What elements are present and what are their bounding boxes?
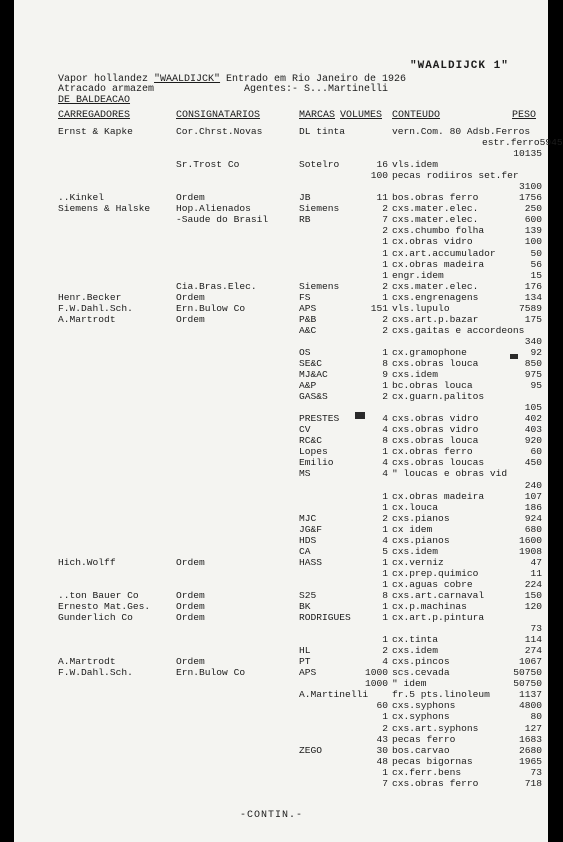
table-row [14, 568, 548, 579]
weight-cell: 92 [530, 346, 542, 358]
table-row [14, 347, 548, 358]
consignee-cell: Ern.Bulow Co [176, 302, 246, 314]
table-row [14, 778, 548, 789]
weight-cell: 134 [524, 291, 542, 303]
mark-cell: A&C [299, 324, 317, 336]
mark-cell: HDS [299, 534, 317, 546]
weight-cell: 15 [530, 269, 542, 281]
table-row [14, 325, 548, 336]
table-row [14, 513, 548, 524]
weight-cell: 80 [530, 711, 542, 723]
volume-cell: 1 [382, 556, 388, 568]
table-row [14, 502, 548, 513]
mark-cell: PT [299, 656, 311, 668]
mark-cell: DL tinta [299, 126, 346, 137]
volume-cell: 4 [382, 534, 388, 546]
volume-cell: 1 [382, 346, 388, 358]
content-cell: cx.obras vidro [392, 236, 473, 248]
weight-cell: 60 [530, 446, 542, 458]
weight-cell: 95 [530, 380, 542, 392]
volume-cell: 1 [382, 490, 388, 502]
ship-reference: "WAALDIJCK 1" [410, 60, 509, 72]
content-cell: cxs.art.p.bazar [392, 313, 479, 325]
consignee-cell: Ordem [176, 556, 205, 568]
content-cell: cxs.idem [392, 645, 439, 657]
consignor-cell: Ernst & Kapke [58, 126, 133, 137]
volume-cell: 1 [382, 612, 388, 624]
consignee-cell: -Saude do Brasil [176, 214, 269, 226]
content-cell: cx.ferr.bens [392, 766, 462, 778]
mark-cell: Sotelro [299, 159, 340, 171]
table-row [14, 358, 548, 369]
consignor-cell: Ernesto Mat.Ges. [58, 601, 151, 613]
warehouse-line [58, 84, 388, 95]
table-row [14, 524, 548, 535]
col-weight: PESO [512, 110, 537, 121]
table-row [14, 413, 548, 424]
content-cell: bc.obras louca [392, 380, 473, 392]
table-row [14, 380, 548, 391]
weight-cell: 1600 [518, 534, 542, 546]
content-cell: bos.carvao [392, 744, 450, 756]
content-cell: cx.guarn.palitos [392, 391, 485, 403]
weight-cell: 11 [530, 567, 542, 579]
table-row [14, 192, 548, 203]
weight-cell: 680 [524, 523, 542, 535]
consignee-cell: Ordem [176, 656, 205, 668]
mark-cell: Lopes [299, 446, 328, 458]
consignor-cell: Gunderlich Co [58, 612, 133, 624]
table-row [14, 612, 548, 623]
weight-cell: 450 [524, 457, 542, 469]
content-cell: cx.aguas cobre [392, 578, 473, 590]
mark-cell: Siemens [299, 203, 340, 215]
content-cell: cxs.obras loucas [392, 457, 485, 469]
volume-cell: 1 [382, 601, 388, 613]
weight-cell: 2680 [518, 744, 542, 756]
mark-cell: GAS&S [299, 391, 328, 403]
weight-cell: 240 [524, 479, 542, 491]
table-row [14, 457, 548, 468]
col-contents: CONTEUDO [392, 110, 441, 121]
weight-cell: 1908 [518, 545, 542, 557]
weight-cell: 7589 [518, 302, 542, 314]
content-cell: vls.lupulo [392, 302, 450, 314]
weight-cell: 114 [524, 634, 542, 646]
table-row [14, 137, 563, 149]
volume-cell: 1 [382, 523, 388, 535]
weight-cell: 975 [524, 369, 542, 381]
table-row [14, 259, 548, 270]
consignor-cell: Hich.Wolff [58, 556, 116, 568]
volume-cell: 4 [382, 457, 388, 469]
consignee-cell: Hop.Alienados [176, 203, 251, 215]
manifest-rows [14, 126, 563, 789]
table-row [14, 236, 548, 247]
content-cell: fr.5 pts.linoleum [392, 689, 490, 701]
content-cell: vls.idem [392, 159, 439, 171]
volume-cell: 4 [382, 468, 388, 480]
volume-cell: 2 [382, 280, 388, 292]
weight-cell: 4800 [518, 700, 542, 712]
consignor-cell: A.Martrodt [58, 313, 116, 325]
table-row [14, 214, 548, 225]
table-row [14, 281, 548, 292]
weight-cell: 1683 [518, 733, 542, 745]
table-row [14, 391, 548, 402]
volume-cell: 1000 [364, 667, 388, 679]
ship-prefix: Vapor hollandez [58, 74, 155, 85]
consignee-cell: Cor.Chrst.Novas [176, 126, 263, 137]
volume-cell: 7 [382, 777, 388, 789]
table-row [14, 734, 548, 745]
table-row [14, 656, 548, 667]
content-cell: cx.syphons [392, 711, 450, 723]
weight-cell: 100 [524, 236, 542, 248]
warehouse-text: Atracado armazem [58, 84, 155, 95]
consignee-cell: Ern.Bulow Co [176, 667, 246, 679]
table-row [14, 435, 548, 446]
content-cell: cx.verniz [392, 556, 444, 568]
weight-cell: 47 [530, 556, 542, 568]
volume-cell: 8 [382, 435, 388, 447]
mark-cell: MJ&AC [299, 369, 328, 381]
volume-cell: 48 [376, 755, 388, 767]
mark-cell: RB [299, 214, 311, 226]
content-cell: cxs.mater.elec. [392, 203, 479, 215]
arrival-text: Entrado em Rio Janeiro de 1926 [220, 74, 407, 85]
table-row [14, 579, 548, 590]
mark-cell: ZEGO [299, 744, 323, 756]
weight-cell: 3100 [518, 181, 542, 193]
content-cell: cxs.engrenagens [392, 291, 479, 303]
manifest-page [14, 0, 563, 842]
content-cell: cxs.obras louca [392, 435, 479, 447]
content-cell: engr.idem [392, 269, 444, 281]
weight-cell: 340 [524, 335, 542, 347]
table-row [14, 678, 548, 689]
mark-cell: RC&C [299, 435, 323, 447]
consignor-cell: ..ton Bauer Co [58, 589, 139, 601]
weight-cell: 402 [524, 413, 542, 425]
content-cell: cx idem [392, 523, 433, 535]
volume-cell: 2 [382, 313, 388, 325]
table-row [14, 745, 548, 756]
table-row [14, 723, 548, 734]
mark-cell: SE&C [299, 357, 323, 369]
mark-cell: MS [299, 468, 311, 480]
mark-cell: HASS [299, 556, 323, 568]
consignee-cell: Ordem [176, 291, 205, 303]
table-row [14, 546, 548, 557]
consignor-cell: Henr.Becker [58, 291, 122, 303]
weight-cell: 50 [530, 247, 542, 259]
volume-cell: 43 [376, 733, 388, 745]
weight-cell: 186 [524, 501, 542, 513]
mark-cell: CA [299, 545, 311, 557]
table-row [14, 535, 548, 546]
content-cell: cx.obras madeira [392, 490, 485, 502]
weight-cell: 920 [524, 435, 542, 447]
content-cell: cx.p.machinas [392, 601, 467, 613]
content-cell: cxs.obras vidro [392, 424, 479, 436]
content-cell: cxs.obras louca [392, 357, 479, 369]
volume-cell: 151 [370, 302, 388, 314]
consignor-cell: Siemens & Halske [58, 203, 151, 215]
weight-cell: 175 [524, 313, 542, 325]
volume-cell: 2 [382, 203, 388, 215]
content-cell: cxs.chumbo folha [392, 225, 485, 237]
table-row [14, 557, 548, 568]
col-marks: MARCAS [299, 110, 336, 121]
mark-cell: PRESTES [299, 413, 340, 425]
table-row [14, 270, 548, 281]
table-row [14, 468, 548, 479]
weight-cell: 56 [530, 258, 542, 270]
weight-cell: 718 [524, 777, 542, 789]
table-row [14, 689, 548, 700]
volume-cell: 4 [382, 413, 388, 425]
mark-cell: MJC [299, 512, 317, 524]
content-cell: cx.tinta [392, 634, 439, 646]
content-cell: scs.cevada [392, 667, 450, 679]
mark-cell: A&P [299, 380, 317, 392]
weight-cell: 73 [530, 623, 542, 635]
volume-cell: 1 [382, 236, 388, 248]
content-cell: cxs.art.syphons [392, 722, 479, 734]
table-row [14, 336, 548, 347]
volume-cell: 1000 [364, 678, 388, 690]
weight-cell: 250 [524, 203, 542, 215]
table-row [14, 634, 548, 645]
weight-cell: 120 [524, 601, 542, 613]
table-row [14, 170, 548, 181]
weight-cell: 50750 [513, 678, 542, 690]
content-cell: cxs.idem [392, 545, 439, 557]
content-cell: " idem [392, 678, 427, 690]
weight-cell: 10135 [513, 148, 542, 160]
consignee-cell: Ordem [176, 192, 205, 204]
col-volumes: VOLUMES [340, 110, 383, 121]
volume-cell: 2 [382, 225, 388, 237]
weight-cell: 600 [524, 214, 542, 226]
mark-cell: JG&F [299, 523, 323, 535]
consignor-cell: A.Martrodt [58, 656, 116, 668]
table-row [14, 601, 548, 612]
weight-cell: 73 [530, 766, 542, 778]
volume-cell: 1 [382, 567, 388, 579]
mark-cell: CV [299, 424, 311, 436]
weight-cell: 274 [524, 645, 542, 657]
content-cell: " loucas e obras vid [392, 468, 508, 480]
table-row [14, 303, 548, 314]
weight-cell: 50750 [513, 667, 542, 679]
weight-cell: 224 [524, 578, 542, 590]
content-cell: pecas ferro [392, 733, 456, 745]
volume-cell: 60 [376, 700, 388, 712]
volume-cell: 11 [376, 192, 388, 204]
volume-cell: 2 [382, 645, 388, 657]
consignee-cell: Ordem [176, 589, 205, 601]
weight-cell: 127 [524, 722, 542, 734]
weight-cell: 403 [524, 424, 542, 436]
volume-cell: 1 [382, 711, 388, 723]
content-cell: cxs.mater.elec. [392, 214, 479, 226]
volume-cell: 8 [382, 589, 388, 601]
consignor-cell: F.W.Dahl.Sch. [58, 667, 133, 679]
volume-cell: 1 [382, 446, 388, 458]
volume-cell: 100 [370, 170, 388, 182]
weight-cell: 1965 [518, 755, 542, 767]
content-cell: cxs.obras ferro [392, 777, 479, 789]
consignee-cell: Ordem [176, 313, 205, 325]
volume-cell: 2 [382, 512, 388, 524]
consignor-cell: ..Kinkel [58, 192, 105, 204]
mark-cell: OS [299, 346, 311, 358]
table-row [14, 148, 548, 159]
mark-cell: P&B [299, 313, 317, 325]
content-cell: cxs.obras vidro [392, 413, 479, 425]
table-row [14, 159, 548, 170]
volume-cell: 7 [382, 214, 388, 226]
volume-cell: 1 [382, 269, 388, 281]
content-cell: pecas rodiiros set.fer [392, 170, 519, 182]
mark-cell: HL [299, 645, 311, 657]
volume-cell: 1 [382, 380, 388, 392]
weight-cell: 150 [524, 589, 542, 601]
mark-cell: BK [299, 601, 311, 613]
consignee-cell: Cia.Bras.Elec. [176, 280, 257, 292]
content-cell: cxs.mater.elec. [392, 280, 479, 292]
col-consignors: CARREGADORES [58, 110, 131, 121]
content-cell: cxs.idem [392, 369, 439, 381]
ship-name: "WAALDIJCK" [154, 74, 221, 85]
consignee-cell: Ordem [176, 601, 205, 613]
table-row [14, 645, 548, 656]
table-row [14, 767, 548, 778]
table-row [14, 369, 548, 380]
volume-cell: 2 [382, 391, 388, 403]
table-row [14, 756, 548, 767]
table-row [14, 491, 548, 502]
volume-cell: 9 [382, 369, 388, 381]
table-row [14, 623, 548, 634]
content-cell: cx.art.accumulador [392, 247, 496, 259]
volume-cell: 1 [382, 258, 388, 270]
table-row [14, 590, 548, 601]
mark-cell: JB [299, 192, 311, 204]
table-row [14, 292, 548, 303]
content-cell: cxs.art.carnaval [392, 589, 485, 601]
volume-cell: 30 [376, 744, 388, 756]
mark-cell: Siemens [299, 280, 340, 292]
col-consignees: CONSIGNATARIOS [176, 110, 261, 121]
weight-cell: 1137 [518, 689, 542, 701]
volume-cell: 4 [382, 424, 388, 436]
volume-cell: 5 [382, 545, 388, 557]
mark-cell: A.Martinelli [299, 689, 369, 701]
table-row [14, 700, 548, 711]
volume-cell: 1 [382, 291, 388, 303]
weight-cell: 105 [524, 402, 542, 414]
volume-cell: 1 [382, 766, 388, 778]
table-row [14, 248, 548, 259]
table-row [14, 203, 548, 214]
consignee-cell: Sr.Trost Co [176, 159, 240, 171]
content-cell: cxs.gaitas e accordeons [392, 324, 525, 336]
volume-cell: 8 [382, 357, 388, 369]
weight-cell: estr.ferro5945 [482, 137, 563, 149]
content-cell: cx.obras ferro [392, 446, 473, 458]
content-cell: cx.obras madeira [392, 258, 485, 270]
content-cell: vern.Com. 80 Adsb.Ferros [392, 126, 531, 137]
ink-blot [510, 354, 518, 359]
volume-cell: 1 [382, 501, 388, 513]
agents-text: Agentes:- S...Martinelli [244, 84, 389, 95]
weight-cell: 1067 [518, 656, 542, 668]
table-row [14, 667, 548, 678]
volume-cell: 1 [382, 634, 388, 646]
mark-cell: S25 [299, 589, 317, 601]
mark-cell: APS [299, 667, 317, 679]
volume-cell: 16 [376, 159, 388, 171]
mark-cell: FS [299, 291, 311, 303]
table-row [14, 225, 548, 236]
table-row [14, 711, 548, 722]
continued-footer: -CONTIN.- [240, 810, 304, 821]
content-cell: bos.obras ferro [392, 192, 479, 204]
weight-cell: 850 [524, 357, 542, 369]
table-row [14, 402, 548, 413]
volume-cell: 4 [382, 656, 388, 668]
mark-cell: Emilio [299, 457, 334, 469]
content-cell: cxs.pianos [392, 534, 450, 546]
table-row [14, 446, 548, 457]
content-cell: cxs.pianos [392, 512, 450, 524]
content-cell: cxs.syphons [392, 700, 456, 712]
discharge-heading: DE BALDEACAO [58, 95, 131, 106]
weight-cell: 176 [524, 280, 542, 292]
volume-cell: 1 [382, 247, 388, 259]
volume-cell: 2 [382, 324, 388, 336]
content-cell: cxs.pincos [392, 656, 450, 668]
consignee-cell: Ordem [176, 612, 205, 624]
consignor-cell: F.W.Dahl.Sch. [58, 302, 133, 314]
mark-cell: RODRIGUES [299, 612, 351, 624]
volume-cell: 2 [382, 722, 388, 734]
table-row [14, 181, 548, 192]
weight-cell: 924 [524, 512, 542, 524]
mark-cell: APS [299, 302, 317, 314]
weight-cell: 107 [524, 490, 542, 502]
content-cell: cx.gramophone [392, 346, 467, 358]
content-cell: cx.louca [392, 501, 439, 513]
ink-blot [355, 412, 365, 419]
table-row [14, 314, 548, 325]
weight-cell: 139 [524, 225, 542, 237]
table-row [14, 424, 548, 435]
weight-cell: 1756 [518, 192, 542, 204]
content-cell: cx.art.p.pintura [392, 612, 485, 624]
content-cell: cx.prep.quimico [392, 567, 479, 579]
table-row [14, 126, 548, 137]
table-row [14, 480, 548, 491]
volume-cell: 1 [382, 578, 388, 590]
content-cell: pecas bigornas [392, 755, 473, 767]
